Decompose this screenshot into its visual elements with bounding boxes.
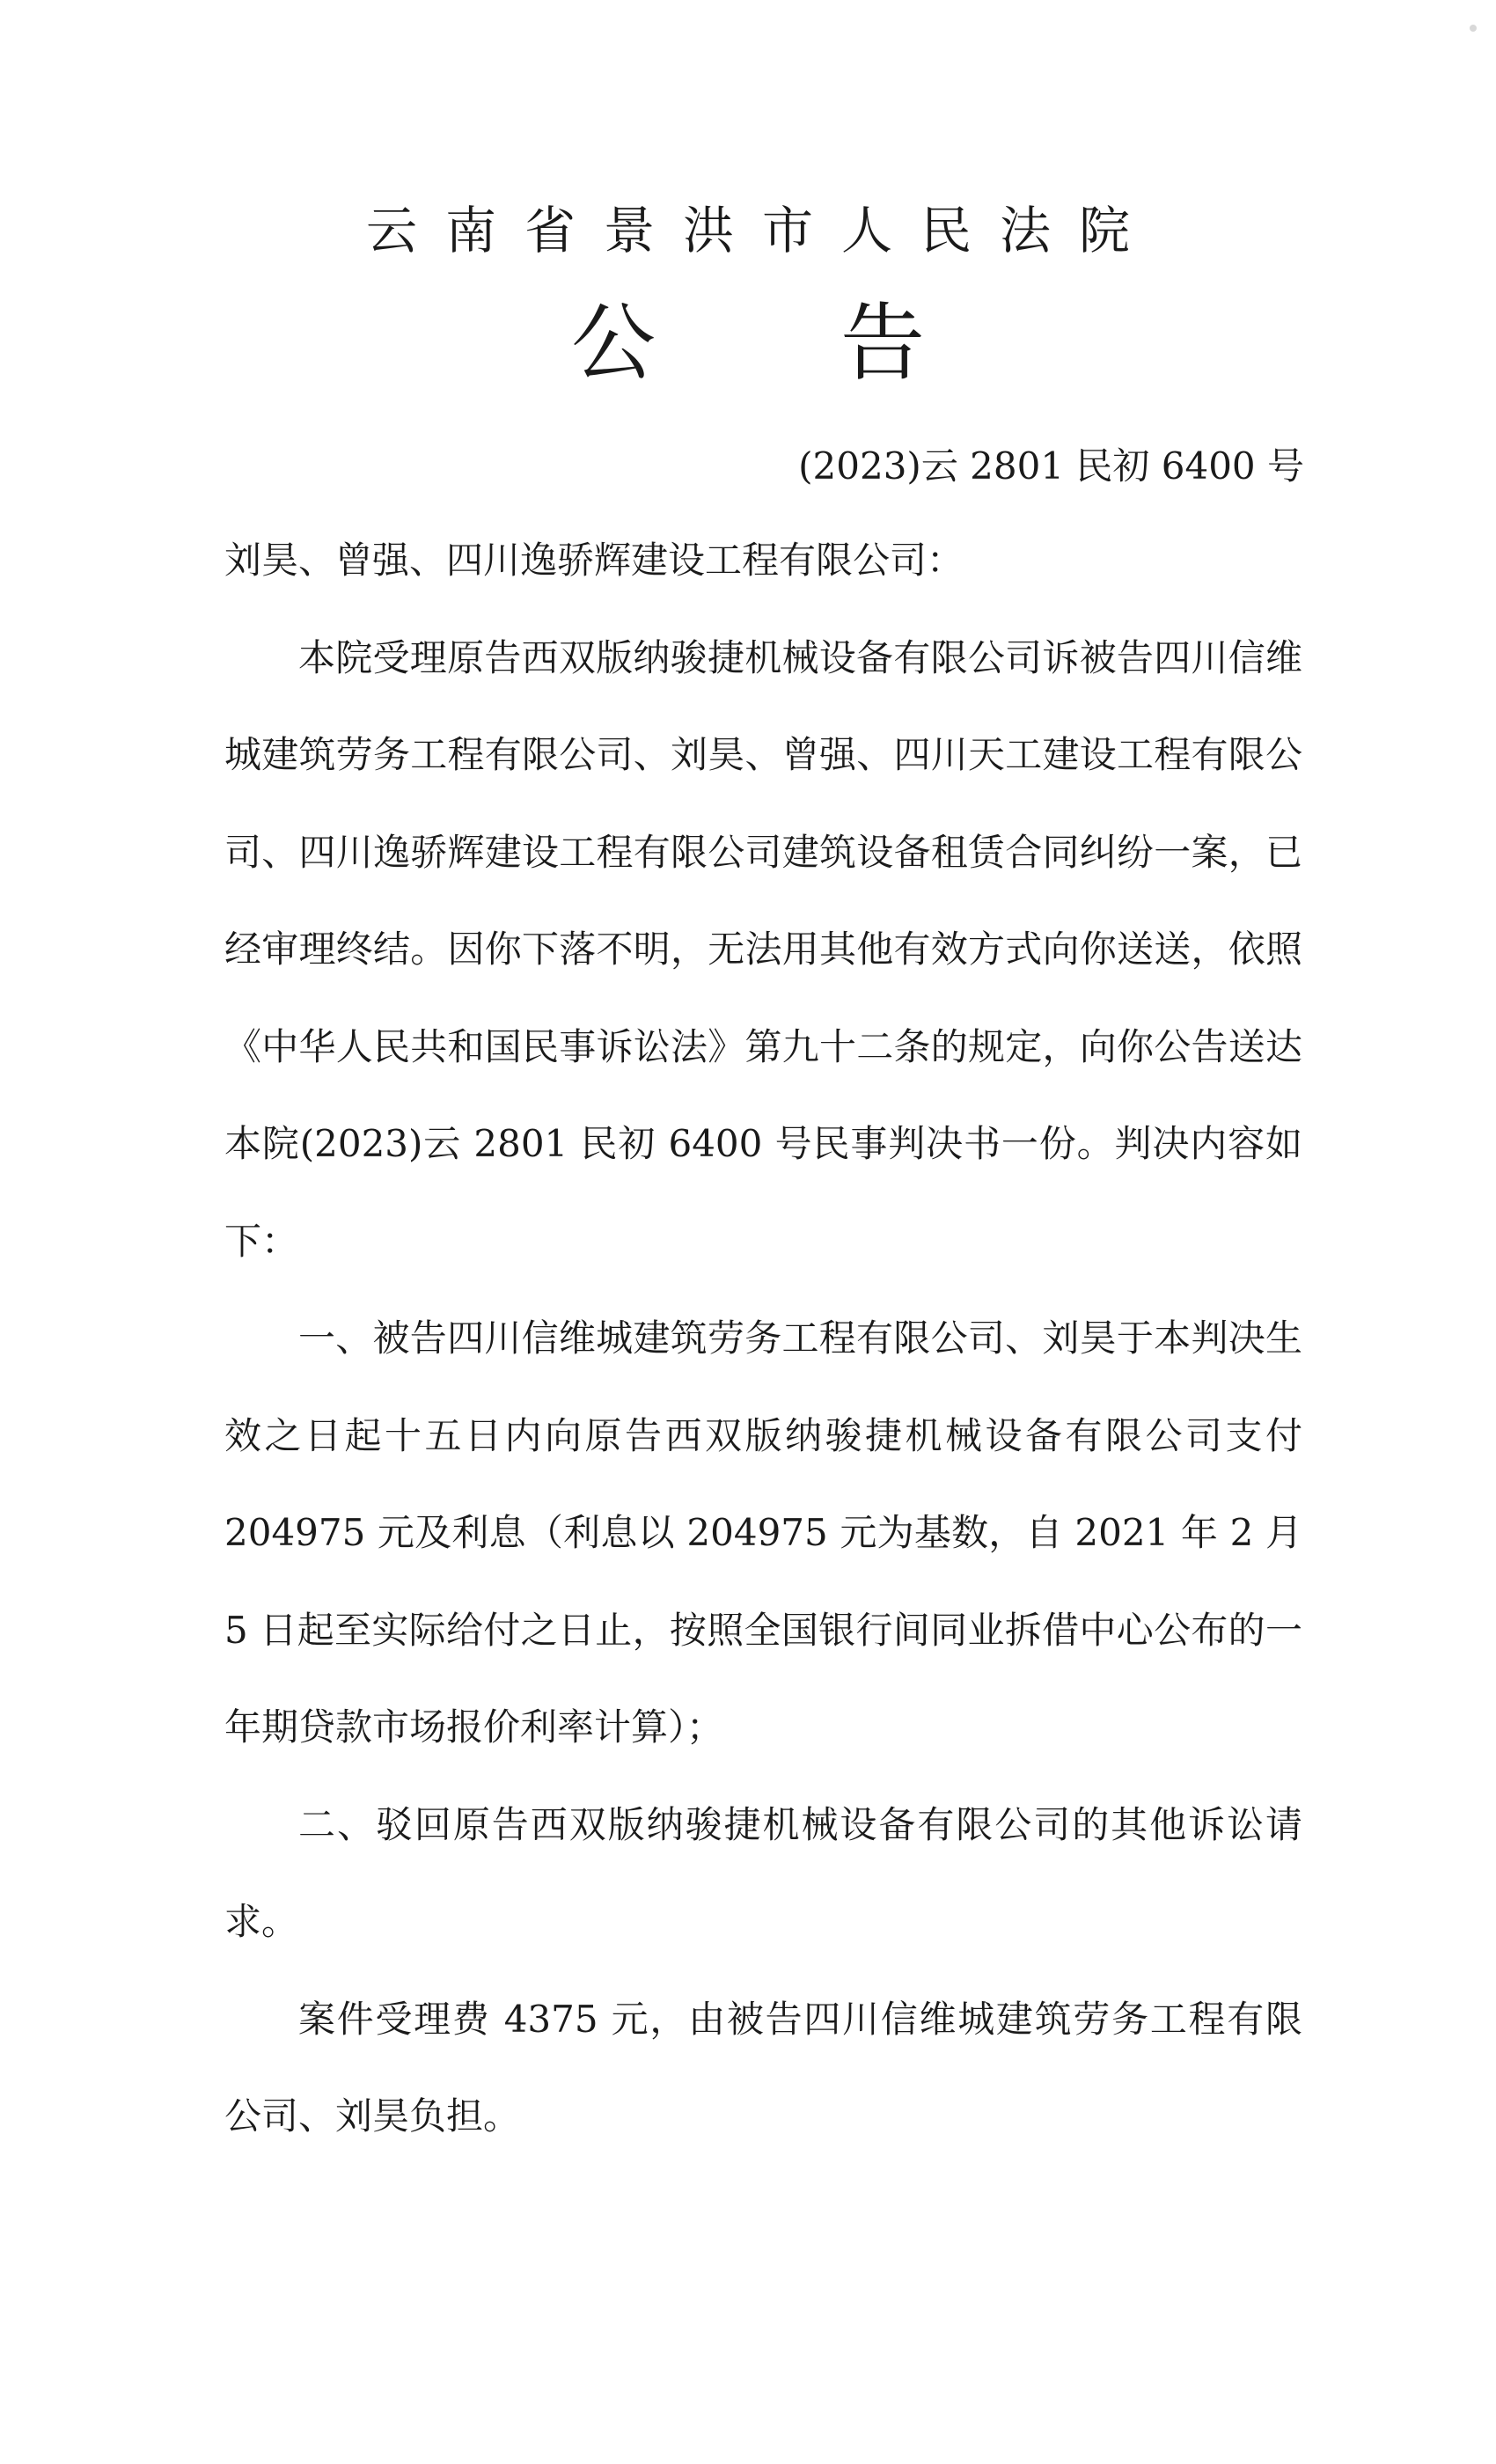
judgment-item-2: 二、驳回原告西双版纳骏捷机械设备有限公司的其他诉讼请求。 (224, 1802, 1302, 1943)
announcement-body (224, 512, 1302, 2166)
addressee: 刘昊、曾强、四川逸骄辉建设工程有限公司： (224, 539, 964, 582)
judgment-item-1: 一、被告四川信维城建筑劳务工程有限公司、刘昊于本判决生效之日起十五日内向原告西双版纳骏捷机械设备有限公司支付204975 元及利息（利息以 204975 元为基数，自 2021 年 2 月 5 日起至实际给付之日止，按照全国银行间同业拆借中心公布的一年期贷款市场报价利率计算）； (224, 1316, 1302, 1749)
scan-speck (1470, 25, 1477, 32)
document-title (0, 290, 1496, 396)
fee-paragraph: 案件受理费 4375 元，由被告四川信维城建筑劳务工程有限公司、刘昊负担。 (224, 1997, 1302, 2138)
title-char-left: 公 (571, 294, 656, 392)
case-number: (2023)云 2801 民初 6400 号 (798, 444, 1304, 488)
intro-paragraph: 本院受理原告西双版纳骏捷机械设备有限公司诉被告四川信维城建筑劳务工程有限公司、刘昊、曾强、四川天工建设工程有限公司、四川逸骄辉建设工程有限公司建筑设备租赁合同纠纷一案，已经审理终结。因你下落不明，无法用其他有效方式向你送送，依照《中华人民共和国民事诉讼法》第九十二条的规定，向你公告送达本院(2023)云 2801 民初 6400 号民事判决书一份。判决内容如下： (224, 635, 1302, 1263)
title-char-right: 告 (840, 294, 925, 392)
court-name: 云南省景洪市人民法院 (365, 201, 1158, 260)
